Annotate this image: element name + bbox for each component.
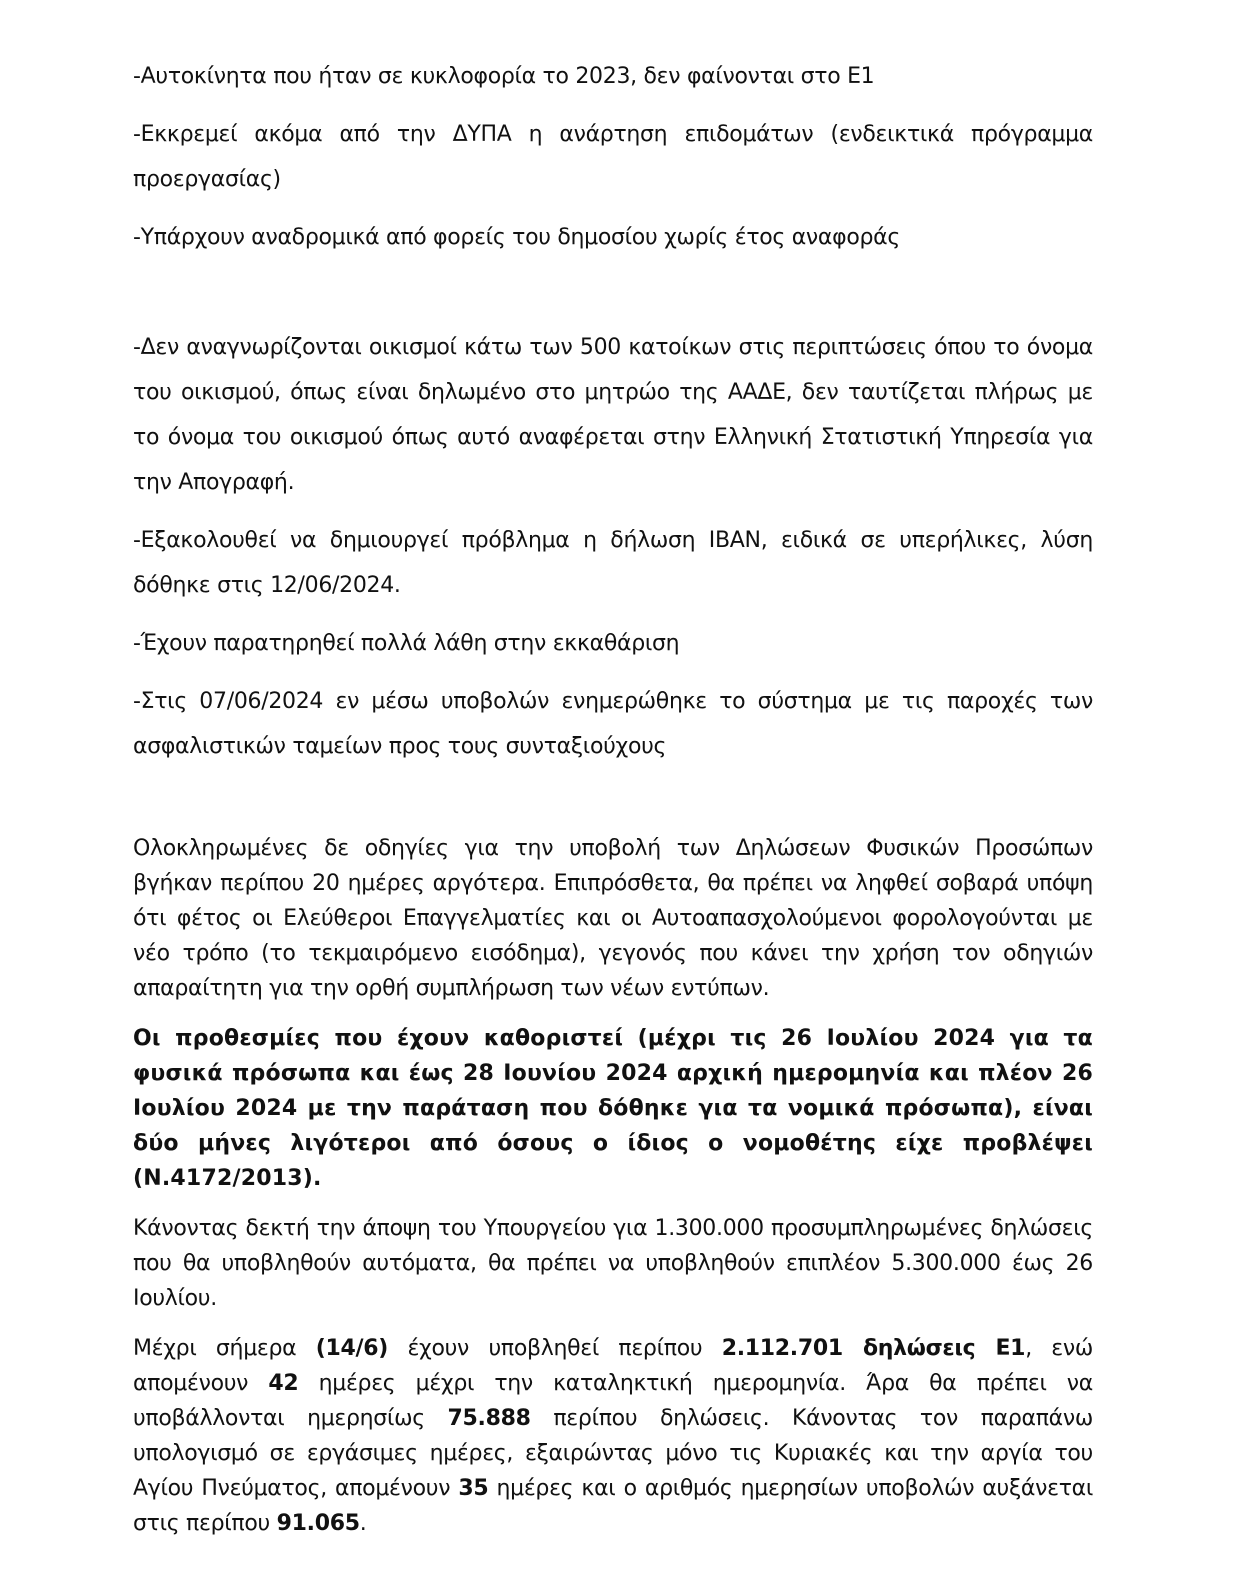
issue-pension-funds: -Στις 07/06/2024 εν μέσω υποβολών ενημερώθηκε το σύστημα με τις παροχές των ασφαλιστικών ταμείων προς τους συνταξιούχους (133, 689, 1093, 759)
instructions-paragraph: Ολοκληρωμένες δε οδηγίες για την υποβολή των Δηλώσεων Φυσικών Προσώπων βγήκαν περίπου 20 ημέρες αργότερα. Επιπρόσθετα, θα πρέπει να ληφθεί σοβαρά υπόψη ότι φέτος οι Ελεύθεροι Επαγγελματίες και οι Αυτοαπασχολούμενοι φορολογούνται με νέο τρόπο (το τεκμαιρόμενο εισόδημα), γεγονός που κάνει την χρήση τον οδηγιών απαραίτητη για την ορθή συμπλήρωση των νέων εντύπων. (133, 836, 1093, 1001)
stats-text-2: έχουν υποβληθεί περίπου (388, 1336, 722, 1361)
stats-text-1: Μέχρι σήμερα (133, 1336, 316, 1361)
stats-submitted-count: 2.112.701 δηλώσεις Ε1 (721, 1336, 1026, 1361)
issue-settlement-errors: -Έχουν παρατηρηθεί πολλά λάθη στην εκκαθάριση (133, 631, 680, 656)
stats-daily-required: 75.888 (447, 1406, 531, 1431)
issue-dypa: -Εκκρεμεί ακόμα από την ΔΥΠΑ η ανάρτηση επιδομάτων (ενδεικτικά πρόγραμμα προεργασίας) (133, 122, 1093, 192)
stats-text-7: . (359, 1511, 367, 1536)
stats-text-3: , ενώ απομένουν (133, 1336, 1093, 1396)
deadlines-paragraph: Οι προθεσμίες που έχουν καθοριστεί (μέχρι τις 26 Ιουλίου 2024 για τα φυσικά πρόσωπα και έως 28 Ιουνίου 2024 αρχική ημερομηνία και πλέον 26 Ιουλίου 2024 με την παράταση που δόθηκε για τα νομικά πρόσωπα), είναι δύο μήνες λιγότεροι από όσους ο ίδιος ο νομοθέτης είχε προβλέψει (Ν.4172/2013). (133, 1026, 1093, 1191)
stats-days-remaining: 42 (268, 1371, 299, 1396)
issue-retroactive: -Υπάρχουν αναδρομικά από φορείς του δημοσίου χωρίς έτος αναφοράς (133, 225, 900, 250)
stats-paragraph (133, 1331, 1093, 1541)
stats-text-5: περίπου δηλώσεις. Κάνοντας τον παραπάνω υπολογισμό σε εργάσιμες ημέρες, εξαιρώντας μόνο τις Κυριακές και την αργία του Αγίου Πνεύματος, απομένουν (133, 1406, 1093, 1501)
stats-daily-working: 91.065 (276, 1511, 360, 1536)
stats-text-4: ημέρες μέχρι την καταληκτική ημερομηνία. Άρα θα πρέπει να υποβάλλονται ημερησίως (133, 1371, 1094, 1431)
issue-iban: -Εξακολουθεί να δημιουργεί πρόβλημα η δήλωση IBAN, ειδικά σε υπερήλικες, λύση δόθηκε στις 12/06/2024. (133, 528, 1093, 598)
stats-text-6: ημέρες και ο αριθμός ημερησίων υποβολών αυξάνεται στις περίπου (133, 1476, 1093, 1536)
analysis-section (133, 831, 1093, 1541)
stats-working-days: 35 (458, 1476, 489, 1501)
issue-cars: -Αυτοκίνητα που ήταν σε κυκλοφορία το 2023, δεν φαίνονται στο Ε1 (133, 64, 875, 89)
document-page (133, 54, 1093, 1541)
stats-date: (14/6) (315, 1336, 389, 1361)
issues-list (133, 54, 1093, 769)
issue-settlements: -Δεν αναγνωρίζονται οικισμοί κάτω των 500 κατοίκων στις περιπτώσεις όπου το όνομα του οικισμού, όπως είναι δηλωμένο στο μητρώο της ΑΑΔΕ, δεν ταυτίζεται πλήρως με το όνομα του οικισμού όπως αυτό αναφέρεται στην Ελληνική Στατιστική Υπηρεσία για την Απογραφή. (133, 335, 1093, 495)
ministry-paragraph: Κάνοντας δεκτή την άποψη του Υπουργείου για 1.300.000 προσυμπληρωμένες δηλώσεις που θα υποβληθούν αυτόματα, θα πρέπει να υποβληθούν επιπλέον 5.300.000 έως 26 Ιουλίου. (133, 1216, 1093, 1311)
